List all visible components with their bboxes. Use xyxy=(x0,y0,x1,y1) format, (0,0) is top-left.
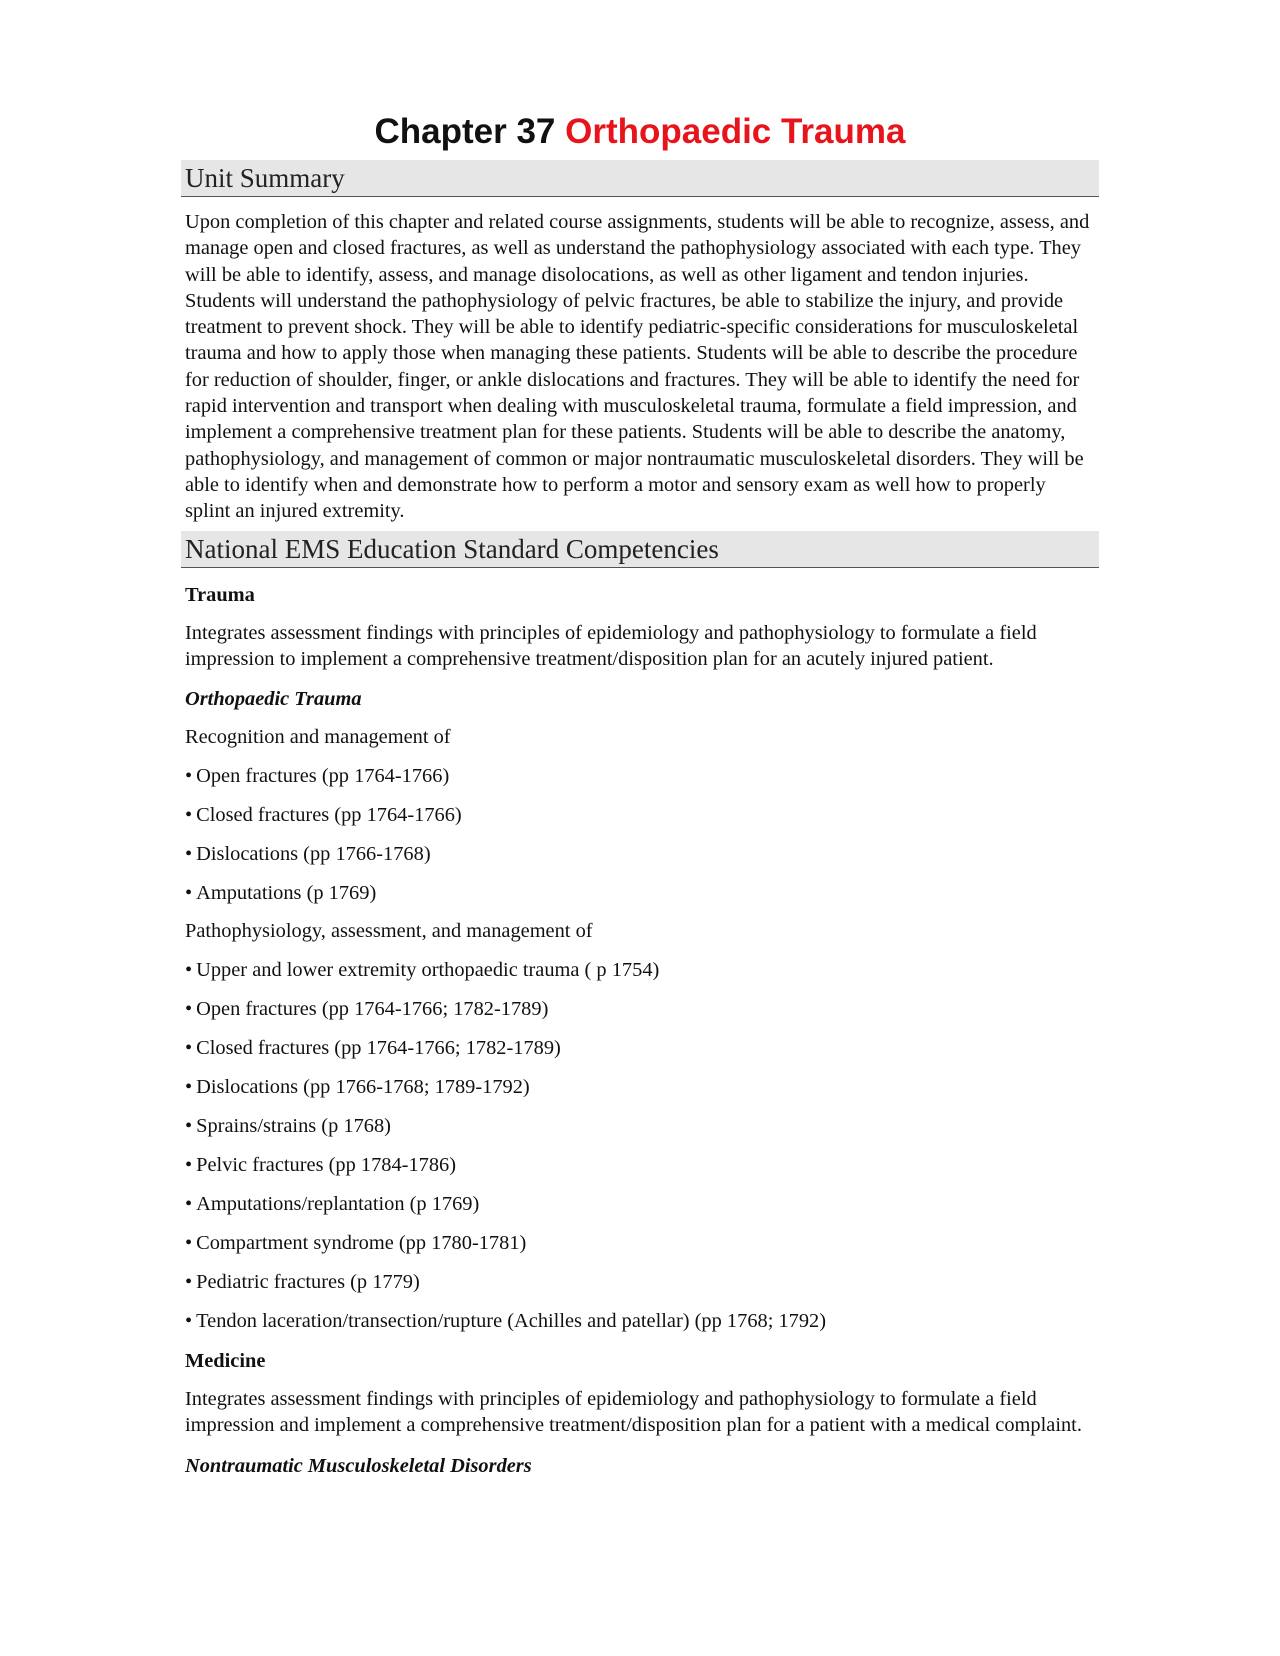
unit-summary-text: Upon completion of this chapter and related course assignments, students will be able to recognize, assess, and manage open and closed fractures, as well as understand the pathophysiology associated with each type. They will be able to identify, assess, and manage disolocations, as well as other ligament and tendon injuries. Students will understand the pathophysiology of pelvic fractures, be able to stabilize the injury, and provide treatment to prevent shock. They will be able to identify pediatric-specific considerations for musculoskeletal trauma and how to apply those when managing these patients. Students will be able to describe the procedure for reduction of shoulder, finger, or ankle dislocations and fractures. They will be able to identify the need for rapid intervention and transport when dealing with musculoskeletal trauma, formulate a field impression, and implement a comprehensive treatment plan for these patients. Students will be able to describe the anatomy, pathophysiology, and management of common or major nontraumatic musculoskeletal disorders. They will be able to identify when and demonstrate how to perform a motor and sensory exam as well how to properly splint an injured extremity. xyxy=(185,211,1090,523)
list-item-text: Tendon laceration/transection/rupture (Achilles and patellar) (pp 1768; 1792) xyxy=(196,1310,827,1333)
list-item: • Pelvic fractures (pp 1784-1786) xyxy=(185,1154,457,1177)
list-item-text: Open fractures (pp 1764-1766) xyxy=(196,765,450,788)
list-item-text: Compartment syndrome (pp 1780-1781) xyxy=(196,1232,527,1255)
unit-summary-heading: Unit Summary xyxy=(181,160,1099,197)
list-item: • Open fractures (pp 1764-1766) xyxy=(185,765,450,788)
chapter-label: Chapter 37 xyxy=(374,112,556,151)
document-page xyxy=(185,100,1095,1479)
nontraumatic-heading: Nontraumatic Musculoskeletal Disorders xyxy=(185,1454,532,1477)
list-item: • Compartment syndrome (pp 1780-1781) xyxy=(185,1232,527,1255)
list-item: • Amputations/replantation (p 1769) xyxy=(185,1193,480,1216)
medicine-heading: Medicine xyxy=(185,1350,266,1373)
list-item-text: Amputations (p 1769) xyxy=(196,882,377,905)
competencies-heading: National EMS Education Standard Competencies xyxy=(181,531,1099,568)
medicine-text: Integrates assessment findings with principles of epidemiology and pathophysiology to formulate a field impression and implement a comprehensive treatment/disposition plan for a patient with a medical complaint. xyxy=(185,1388,1082,1437)
list-item: • Closed fractures (pp 1764-1766; 1782-1789) xyxy=(185,1037,561,1060)
list-item: • Amputations (p 1769) xyxy=(185,882,377,905)
list-item-text: Closed fractures (pp 1764-1766) xyxy=(196,804,462,827)
trauma-heading: Trauma xyxy=(185,583,255,606)
list-item-text: Open fractures (pp 1764-1766; 1782-1789) xyxy=(196,998,549,1021)
chapter-title xyxy=(185,110,1095,154)
list-item: • Pediatric fractures (p 1779) xyxy=(185,1271,420,1294)
list-item: • Upper and lower extremity orthopaedic trauma ( p 1754) xyxy=(185,959,660,982)
list-item-text: Pediatric fractures (p 1779) xyxy=(196,1271,420,1294)
pathophysiology-list xyxy=(185,957,1095,1334)
recognition-list xyxy=(185,763,1095,906)
list-item: • Dislocations (pp 1766-1768) xyxy=(185,843,431,866)
pathophysiology-intro: Pathophysiology, assessment, and management of xyxy=(185,920,593,943)
list-item: • Dislocations (pp 1766-1768; 1789-1792) xyxy=(185,1076,530,1099)
list-item-text: Pelvic fractures (pp 1784-1786) xyxy=(196,1154,457,1177)
orthopaedic-trauma-heading: Orthopaedic Trauma xyxy=(185,688,362,711)
list-item: • Open fractures (pp 1764-1766; 1782-1789) xyxy=(185,998,549,1021)
list-item-text: Closed fractures (pp 1764-1766; 1782-1789) xyxy=(196,1037,561,1060)
list-item: • Tendon laceration/transection/rupture (Achilles and patellar) (pp 1768; 1792) xyxy=(185,1310,827,1333)
list-item: • Sprains/strains (p 1768) xyxy=(185,1115,391,1138)
list-item-text: Upper and lower extremity orthopaedic trauma ( p 1754) xyxy=(196,959,660,982)
list-item-text: Dislocations (pp 1766-1768; 1789-1792) xyxy=(196,1076,530,1099)
chapter-topic: Orthopaedic Trauma xyxy=(565,112,906,151)
list-item-text: Dislocations (pp 1766-1768) xyxy=(196,843,431,866)
recognition-intro: Recognition and management of xyxy=(185,726,451,749)
list-item-text: Amputations/replantation (p 1769) xyxy=(196,1193,480,1216)
trauma-text: Integrates assessment findings with principles of epidemiology and pathophysiology to formulate a field impression to implement a comprehensive treatment/disposition plan for an acutely injured patient. xyxy=(185,621,1037,670)
list-item: • Closed fractures (pp 1764-1766) xyxy=(185,804,462,827)
list-item-text: Sprains/strains (p 1768) xyxy=(196,1115,391,1138)
